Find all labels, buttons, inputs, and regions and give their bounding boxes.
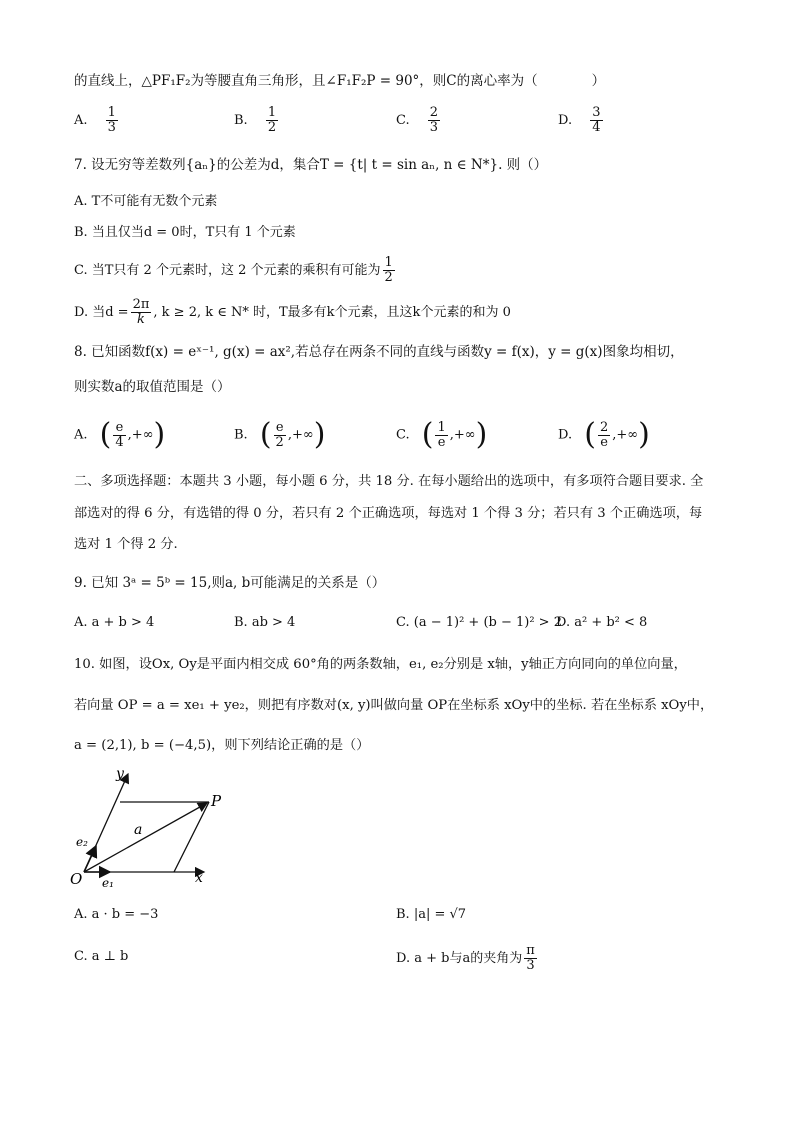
q8-option-d: D. ( $\frac{2}{e}$ ,+∞) xyxy=(558,417,650,452)
q10-line2: 若向量 OP = a = xe₁ + ye₂，则把有序数对(x, y)叫做向量 OP在坐标系 xOy中的坐标. 若在坐标系 xOy中， xyxy=(74,698,714,713)
fraction: $\frac{2}{3}$ xyxy=(429,105,439,135)
fraction: $\frac{1}{3}$ xyxy=(107,105,116,135)
q9-option-d: D. a² + b² < 8 xyxy=(556,615,648,630)
section2-line3: 选对 1 个得 2 分. xyxy=(74,537,178,552)
fraction: $\frac{\pi}{3}$ xyxy=(526,943,535,973)
parallelogram-right xyxy=(174,802,209,872)
q8-stem-line2: 则实数a的取值范围是（） xyxy=(74,379,231,395)
q6-option-a: A. $\frac{1}{3}$ xyxy=(74,105,116,135)
vector-a xyxy=(84,803,207,872)
section2-line1: 二、多项选择题：本题共 3 小题，每小题 6 分，共 18 分. 在每小题给出的选项中，有多项符合题目要求. 全 xyxy=(74,474,704,489)
q6-option-c: C. $\frac{2}{3}$ xyxy=(396,105,439,135)
q9-option-b: B. ab > 4 xyxy=(234,615,296,630)
fraction: $\frac{e}{4}$ xyxy=(115,419,124,450)
section2-line2: 部选对的得 6 分，有选错的得 0 分，若只有 2 个正确选项，每选对 1 个得 3 分；若只有 3 个正确选项，每 xyxy=(74,506,703,521)
q10-option-d: D. a + b与a的夹角为 $\frac{\pi}{3}$ xyxy=(396,943,535,973)
q7-option-b: B. 当且仅当d = 0时，T只有 1 个元素 xyxy=(74,225,296,240)
q7-option-d: D. 当d = $\frac{2\pi}{k}$ , k ≥ 2, k ∈ N* 时，T最多有k个元素，且这k个元素的和为 0 xyxy=(74,297,511,327)
fraction: $\frac{1}{2}$ xyxy=(267,105,277,135)
label-O: O xyxy=(70,870,83,888)
q6-option-d: D. $\frac{3}{4}$ xyxy=(558,105,601,135)
q7-stem: 7. 设无穷等差数列{aₙ}的公差为d，集合T = {t| t = sin aₙ, n ∈ N*}. 则（） xyxy=(74,157,548,173)
fraction: $\frac{1}{2}$ xyxy=(384,255,393,285)
label-e1: e₁ xyxy=(102,876,114,890)
label-P: P xyxy=(211,792,222,810)
q7-option-c: C. 当T只有 2 个元素时，这 2 个元素的乘积有可能为 $\frac{1}{2}$ xyxy=(74,255,393,285)
q7-option-a: A. T不可能有无数个元素 xyxy=(74,194,218,209)
fraction: $\frac{3}{4}$ xyxy=(592,105,601,135)
fraction: $\frac{2}{e}$ xyxy=(599,419,609,450)
q10-line3: a = (2,1), b = (−4,5)，则下列结论正确的是（） xyxy=(74,738,370,753)
label-a: a xyxy=(134,822,143,838)
label-y: y xyxy=(116,766,124,782)
q10-line1: 10. 如图，设Ox, Oy是平面内相交成 60°角的两条数轴，e₁, e₂分别是 x轴，y轴正方向同向的单位向量， xyxy=(74,657,687,672)
label-x: x xyxy=(195,870,203,886)
label-e2: e₂ xyxy=(76,835,88,849)
q9-stem: 9. 已知 3ᵃ = 5ᵇ = 15,则a, b可能满足的关系是（） xyxy=(74,575,386,591)
q8-option-a: A. ( $\frac{e}{4}$ ,+∞) xyxy=(74,417,166,452)
fraction: $\frac{1}{e}$ xyxy=(437,419,446,450)
q8-option-b: B. ( $\frac{e}{2}$ ,+∞) xyxy=(234,417,326,452)
q10-option-c: C. a ⊥ b xyxy=(74,949,129,964)
q10-option-a: A. a · b = −3 xyxy=(74,907,159,922)
q8-stem-line1: 8. 已知函数f(x) = eˣ⁻¹, g(x) = ax²,若总存在两条不同的直线与函数y = f(x)，y = g(x)图象均相切， xyxy=(74,344,684,360)
q6-option-b: B. $\frac{1}{2}$ xyxy=(234,105,277,135)
fraction: $\frac{2\pi}{k}$ xyxy=(132,297,150,327)
coordinate-figure xyxy=(64,762,244,892)
q6-stem: 的直线上，△PF₁F₂为等腰直角三角形，且∠F₁F₂P = 90°，则C的离心率为（ ） xyxy=(74,73,606,89)
q8-option-c: C. ( $\frac{1}{e}$ ,+∞) xyxy=(396,417,488,452)
fraction: $\frac{e}{2}$ xyxy=(275,419,284,450)
q9-option-c: C. (a − 1)² + (b − 1)² > 2 xyxy=(396,615,562,630)
q9-option-a: A. a + b > 4 xyxy=(74,615,155,630)
q10-option-b: B. |a| = √7 xyxy=(396,907,467,922)
